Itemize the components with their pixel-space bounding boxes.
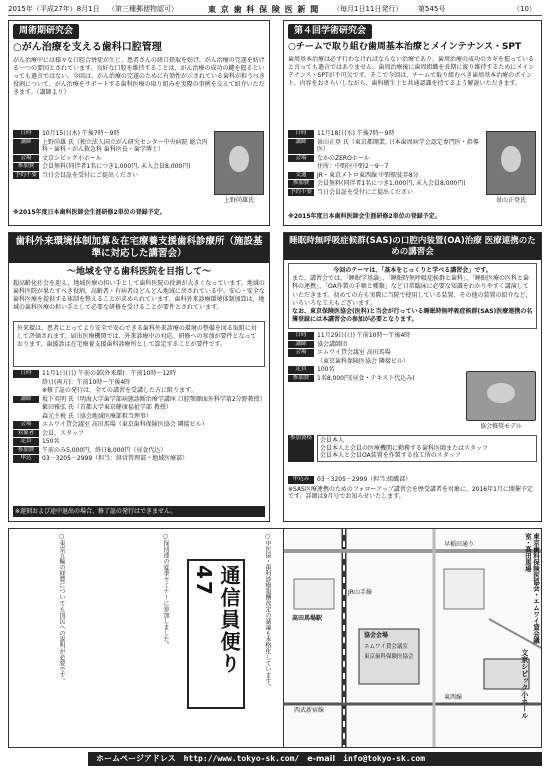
- seminar2-date: 11月18日(水) 午後7時～9時: [317, 130, 395, 137]
- seminar3-fee: 午前のみ5,000円、終日8,000円（昼食代込）: [42, 446, 167, 454]
- field-label: 日時: [13, 130, 39, 138]
- field-label: 申込み: [288, 476, 314, 484]
- oa-device-photo: [466, 371, 536, 421]
- seminar1-note: 当日会員証を受付にご提出ください: [42, 171, 139, 179]
- mail-class: （第三種郵便物認可）: [108, 5, 178, 13]
- field-label: 定員: [288, 366, 314, 374]
- seminar4-theme: 今回のテーマは、「基本をじっくりと学べる講習会」です。: [333, 267, 492, 275]
- field-label: 予約不要: [15, 171, 38, 178]
- qual-3: 会員本人と会員OA装置を作製する技工所のスタッフ: [320, 452, 461, 459]
- map-jr: JR山手線: [348, 589, 372, 596]
- map-street: 早稲田通り: [444, 541, 475, 548]
- field-label: 参加費: [288, 180, 314, 188]
- seminar3-banner: 歯科外来環境体制加算＆在宅療養支援歯科診療所（施設基準に対応した講習会）: [9, 233, 269, 263]
- field-label: 日時: [288, 130, 314, 138]
- seminar2-credit: ※2015年度日本歯科医師会生涯研修2単位の登録予定。: [288, 213, 441, 220]
- seminar1-intro: がん治療中には様々な口腔合併症が生じ、患者さんの経口摂取を妨げ、がん治療の完遂を妨げる一つの要因とされています。良好な口腔を維持することは、がん治療の成功の鍵を握るといっても過言ではない。今回は、がん治療の完遂のために有効性が示されている歯科が担うべき役割について、がん治療をサポートする歯科医療の取り組みを実際の事例を交えて紹介いただきます。（講師より）: [13, 56, 265, 97]
- seminar3-box: 外来環は、患者にとってより安全で安心できる歯科外来診療の環境の整備を図る取組に対して評価されます。届出医療機関では、外来診療中の対応、研修への参加が要件となっております。歯援診は在宅療養支援歯科診療所として算定することが要件です。: [13, 321, 265, 367]
- seminar3-intro: 超高齢化社会を迎え、地域医療の担い手として歯科医院の役割が大きくなっています。地域の歯科医院が果たすべき役割、高齢者・有病者はどんどん地域に戻されている中、安心・安全な歯科医療を提供する体制を整えることが求められています。歯科外来診療環境体制加算は、地域の歯科医療の担い手として必要な研修を受けることが要件とされています。: [13, 280, 265, 312]
- lecturer-photo-ueno: [214, 131, 264, 195]
- seminar1-lecturer: 上野尚雄 氏（独立法人国立がん研究センター中央病院 総合内科・歯科・がん救急科 歯科医長・歯学博士）: [42, 138, 208, 153]
- seminar3-apply: 03－3205－2999（担当：経営管理部・地域医療部）: [42, 455, 189, 462]
- map-association: 東京歯科保険医協会: [364, 654, 414, 660]
- seminar1-venue: 文京シビック小ホール: [42, 154, 102, 162]
- homepage-url[interactable]: http://www.tokyo-sk.com/: [183, 754, 300, 763]
- paper-name: 東 京 歯 科 保 険 医 新 聞: [208, 5, 320, 14]
- seminar3-date2: 終日(両方)：午前10時～午後4時: [42, 378, 131, 386]
- seminar4-intro-box: [288, 263, 537, 329]
- seminar4-apply-note: ※SAS医療連携のためのフォローアップ講習会を歴受講者を対象に、2016年1月に開催予定です。詳細は9月号でお知らせいたします。: [288, 485, 533, 500]
- seminar3-lecturer: 坂下英明 氏（明海大学歯学部病態診断治療学講座 口腔顎顔面外科学第2分野教授）: [42, 395, 266, 403]
- seminar-outpatient: [8, 232, 270, 522]
- lecturer-photo-kageyama: [486, 131, 536, 195]
- photo-caption-kageyama: 景山正登氏: [495, 197, 526, 204]
- seminar2-venue: なかのZEROホール: [317, 154, 370, 162]
- field-label: 予約不要: [290, 188, 313, 195]
- issue-date: 2015年（平成27年）8月1日: [8, 5, 100, 13]
- seminar-perioperative: [8, 20, 270, 226]
- map-civic: 文京シビック小ホール: [520, 649, 529, 719]
- field-label: 講師: [13, 396, 39, 404]
- access-map: [283, 528, 542, 748]
- email-label: e-mail: [307, 754, 336, 763]
- seminar4-capacity: 100名: [317, 366, 335, 374]
- field-label: 参加費: [13, 447, 39, 455]
- field-label: 会場: [13, 155, 39, 163]
- seminar2-lecturer: 景山正登 氏（東京都開業, 日本歯周病学会認定専門医・指導医）: [317, 138, 479, 153]
- footer-bar: [88, 752, 542, 766]
- seminar1-tag: 周術期研究会: [13, 24, 79, 39]
- seminar4-venue2: （東京歯科保険医協会 隣接ビル）: [317, 357, 409, 365]
- seminar1-headline: ○がん治療を支える歯科口腔管理: [13, 42, 162, 54]
- field-label: 講師: [13, 139, 39, 154]
- seminar4-apply: 03－3205－2999（担当:組織部）: [317, 476, 412, 483]
- seminar1-credit: ※2015年度日本歯科医師会生涯研修2単位の登録予定。: [13, 209, 166, 216]
- seminar2-tag: 第４回学術研究会: [288, 24, 372, 39]
- field-label: 申込: [13, 455, 39, 463]
- map-tozai: 東西線: [444, 694, 463, 701]
- seminar2-fee: 会員無料(同伴者1名につき1,000円, 未入会員8,000円): [317, 180, 466, 187]
- tsushin-col3: ○中医協・歯科診療報酬改定の議論も本格化しています。: [264, 533, 271, 690]
- field-label: 対象者: [13, 430, 39, 438]
- page-number: （10）: [513, 5, 536, 13]
- seminar1-fee: 会員無料(同伴者1名につき1,000円, 未入会員8,000円): [42, 163, 191, 170]
- seminar2-access: JR・東京メトロ東西線 中野駅徒歩8分: [317, 171, 419, 179]
- tsushin-col4: ○保団連の夏季セミナーに参加しました。: [162, 533, 169, 648]
- field-label: 日時: [288, 332, 314, 340]
- seminar2-note: 当日会員証を受付にご提出ください: [317, 188, 414, 196]
- seminar4-fee: 1名8,000円(昼食・テキスト代込み): [317, 374, 415, 382]
- seminar2-headline: ○チームで取り組む歯周基本治療とメインテナンス・SPT: [288, 42, 522, 53]
- photo-caption-ueno: 上野尚雄氏: [223, 197, 254, 204]
- map-venue: 協会会場: [364, 632, 389, 639]
- qual-1: 会員本人: [320, 437, 345, 444]
- seminar4-intro: また、講習会では、「睡眠学基論」、「睡眠時無呼吸症候群と歯科」、「睡眠医療の医科と歯科の連携」、「OA作製の手順と種類」など日常臨床に必要な知識をわかりやすく講演していただきます。初めての方も実際に当院で使用している装置、その他の装置の紹介など、いろいろな工夫もございます。: [292, 275, 532, 307]
- homepage-label: ホームページアドレス: [96, 754, 176, 763]
- frequency: （毎月1日11日発行）: [333, 5, 403, 13]
- seminar2-address: 住所：中野区中野2－9－7: [317, 163, 389, 170]
- email-address[interactable]: info@tokyo-sk.com: [343, 754, 426, 763]
- field-label: 日時: [13, 370, 39, 378]
- seminar3-subtitle: ～地域を守る歯科医院を目指して～: [66, 266, 211, 277]
- seminar4-date: 11月29日(日) 午前10時～午後4時: [317, 332, 411, 340]
- issue-number: 第545号: [418, 5, 446, 13]
- field-label: 講師: [288, 341, 314, 349]
- oa-model-caption: 協会推奨モデル: [480, 423, 522, 430]
- page-header: [8, 4, 542, 16]
- seminar1-date: 10月15日(木) 午後7時～9時: [42, 130, 120, 137]
- field-label: 参加費: [288, 375, 314, 383]
- field-label: 会場: [288, 155, 314, 163]
- map-station: 高田馬場駅: [292, 615, 323, 622]
- field-label: 会場: [288, 349, 314, 357]
- seminar4-notice: なお、東京保険医協会(医科)と当会が行っている睡眠時無呼吸症候群(SAS)医療連携の名簿登録には本講習会の参加が必要となります。: [292, 307, 533, 323]
- map-my-room: エムワイ貸会議室: [364, 644, 408, 650]
- field-label: 会場: [13, 421, 39, 429]
- seminar3-lecturer2: 繁田雅弘 氏（首都大学東京健康福祉学部 教授）: [42, 404, 172, 411]
- field-label: 定員: [13, 438, 39, 446]
- seminar2-intro: 歯周基本治療は必ず行わなければならない治療であり、歯周治療の成功のカギを握っていると言っても過言ではありません。歯周治療後に歯周組織を長期に渡り維持するためにメインテナンス・SPTが不可欠です。そこで今回は、チームで取り組むべき歯周基本治療のポイント、内容をおさらいしながら、歯科衛生士と共通認識を持てるよう解説いただきます。: [288, 55, 535, 87]
- field-label: 交通: [288, 172, 314, 180]
- seminar4-venue: エムワイ貸会議室 高田馬場: [317, 349, 391, 357]
- seminar3-date: 11月1日(日) 午前の部(外来環)：午前10時～12時: [42, 370, 176, 377]
- seminar4-banner: 睡眠時無呼吸症候群(SAS)の口腔内装置(OA)治療 医療連携のための講習会: [284, 233, 541, 260]
- seminar3-note: ※修了証の発行は、全ての講習を受講した方に限ります。: [42, 387, 197, 394]
- tsushin-title: 通信員便り47: [187, 559, 245, 709]
- seminar3-target: 会員、スタッフ: [42, 429, 85, 437]
- qual-label: 参加資格: [288, 435, 314, 462]
- seminar4-lecturer: 協会講師団: [317, 340, 348, 348]
- seminar-academic: [283, 20, 542, 226]
- qual-2: 会員本人と会員の医療機関に勤務する歯科医師またはスタッフ: [320, 444, 489, 452]
- tsushin-col5: ○東京五輪の経費についても国民への説明が必要です。: [58, 533, 65, 684]
- seminar3-capacity: 150名: [42, 438, 60, 445]
- map-venue-note: 東京歯科保険医協会・エムワイ貸会議室・高田馬場: [523, 533, 540, 644]
- map-seibu: 西武新宿線: [294, 707, 325, 714]
- field-label: 講師: [288, 139, 314, 154]
- seminar-sas: [283, 232, 542, 522]
- field-label: 参加費: [13, 163, 39, 171]
- seminar3-lecturer3: 森元主税 氏（協会地域医療部担当理事）: [42, 412, 152, 420]
- seminar3-venue: エムワイ貸会議室 高田馬場（東京歯科保険医協会 隣接ビル）: [42, 421, 208, 428]
- seminar3-warning: ※遅刻および途中退出の場合、修了証の発行はできません。: [13, 506, 265, 518]
